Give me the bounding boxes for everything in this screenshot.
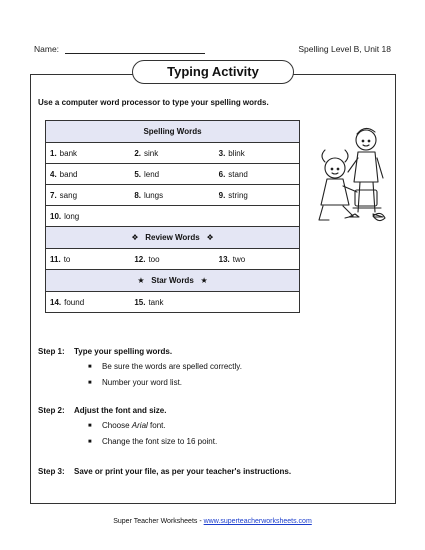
footer-link[interactable]: www.superteacherworksheets.com [203,518,312,525]
step-3-title: Save or print your file, as per your teacher's instructions. [74,467,292,476]
instruction: Use a computer word processor to type your spelling words. [38,98,269,107]
star-words-header: ★ Star Words ★ [46,270,300,292]
word-table [45,120,300,313]
step-1: Step 1: Type your spelling words. ■ Be sure the words are spelled correctly. ■ Number your word list. [38,347,242,387]
review-words-header: ❖ Review Words ❖ [46,227,300,249]
square-bullet-icon: ■ [88,380,92,386]
name-label: Name: [34,44,60,54]
unit-label: Spelling Level B, Unit 18 [298,44,391,54]
word-item: 3. blink [218,148,245,158]
step-2-title: Adjust the font and size. [74,406,167,415]
spelling-words-header: Spelling Words [46,121,300,143]
name-field [34,44,205,54]
step-2: Step 2: Adjust the font and size. ■ Choose Arial font. ■ Change the font size to 16 point. [38,406,218,446]
word-item: 2. sink [134,148,159,158]
footer: Super Teacher Worksheets - www.superteacherworksheets.com [113,518,312,525]
word-item: 7. sang [50,190,78,200]
word-item: 15. tank [134,297,164,307]
word-item: 10. long [50,211,80,221]
children-at-computer-illustration [313,124,393,234]
word-item: 14. found [50,297,85,307]
word-item: 8. lungs [134,190,164,200]
word-item: 9. string [218,190,248,200]
square-bullet-icon: ■ [88,364,92,370]
step-2-bullet-1: ■ Choose Arial font. [88,421,166,430]
word-item: 1. bank [50,148,78,158]
word-item: 12. too [134,254,160,264]
step-3: Step 3: Save or print your file, as per your teacher's instructions. [38,467,292,476]
word-item: 6. stand [218,169,248,179]
star-icon: ★ [137,276,145,285]
name-line [65,44,205,54]
page-title: Typing Activity [132,60,294,84]
word-item: 11. to [50,254,71,264]
step-1-bullet-2: ■ Number your word list. [88,378,183,387]
word-item: 13. two [218,254,246,264]
star-icon: ★ [200,276,208,285]
diamond-icon: ❖ [131,233,139,242]
word-item: 4. band [50,169,78,179]
diamond-icon: ❖ [206,233,214,242]
step-2-bullet-2: ■ Change the font size to 16 point. [88,437,218,446]
step-1-bullet-1: ■ Be sure the words are spelled correctly. [88,362,242,371]
word-item: 5. lend [134,169,160,179]
square-bullet-icon: ■ [88,423,92,429]
step-1-title: Type your spelling words. [74,347,173,356]
square-bullet-icon: ■ [88,439,92,445]
